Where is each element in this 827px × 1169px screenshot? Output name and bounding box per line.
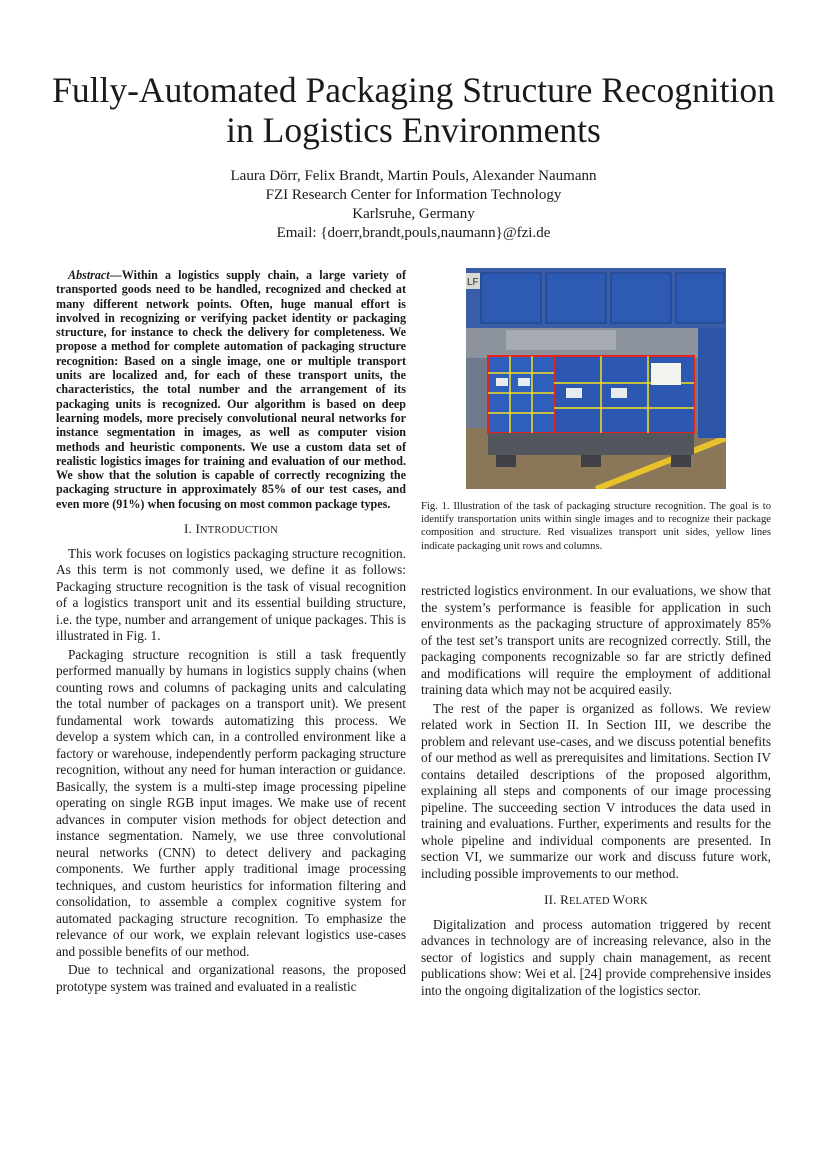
section-number: II. (544, 892, 557, 907)
intro-paragraph-1: This work focuses on logistics packaging structure recognition. As this term is not commonly used, we define it as follows: Packaging structure recognition is the task of visual recognition of a logistics transport unit and its essential building structure, i.e. the type, number and arrangement of unique packages. This is illustrated in Fig. 1. (56, 545, 406, 644)
title-line-1: Fully-Automated Packaging Structure Recognition (52, 70, 775, 110)
abstract (56, 268, 406, 511)
figure-1-caption: Fig. 1. Illustration of the task of packaging structure recognition. The goal is to identify transportation units within single images and to recognize their package composition and structure. Red visualizes transport unit sides, yellow lines indicate packaging unit rows and columns. (421, 501, 771, 552)
intro-paragraph-3-continued: restricted logistics environment. In our evaluations, we show that the system’s performance is feasible for application in such environments as the packaging structure of approximately 85% of the test set’s transport units are recognized correctly. Still, the packaging components recognizable so far are strictly defined and modifications will require the employment of additional training data which may not be acquired easily. (421, 583, 771, 697)
title-line-2: in Logistics Environments (226, 110, 601, 150)
abstract-lead: Abstract (68, 268, 110, 282)
section-initial: R (560, 892, 569, 907)
intro-paragraph-2: Packaging structure recognition is still a task frequently performed manually by humans in logistics supply chains (when counting rows and columns of packaging units and calculating the total number of packages on a transport unit). We present fundamental work towards automatizing this process. We develop a system which can, in a controlled environment like a factory or warehouse, independently perform packaging structure recognition, without any need for human interaction or guidance. Basically, the system is a multi-step image processing pipeline operating on single RGB input images. We make use of recent advances in computer vision methods for object detection and instance segmentation. Namely, we use three convolutional neural networks (CNN) to detect delivery and packaging components. We further apply traditional image processing techniques, and custom heuristics for information filtering and consolidation, to assemble a complex cognitive system for automated packaging structure recognition. To emphasize the relevance of our work, we explain relevant logistics use-cases and possible benefits of our method. (56, 646, 406, 959)
affiliation: FZI Research Center for Information Technology (265, 187, 562, 203)
section-smallcaps: NTRODUCTION (199, 525, 278, 537)
section-smallcaps-2: ORK (625, 896, 648, 907)
pallet-photo-illustration (466, 268, 726, 489)
right-column (421, 583, 771, 1001)
section-initial: I (195, 521, 200, 537)
paper-title (40, 70, 787, 150)
author-block (60, 167, 767, 243)
intro-paragraph-4: The rest of the paper is organized as follows. We review related work in Section II. In Section III, we describe the problem and relevant use-cases, and we discuss potential benefits of our method as well as prerequisites and limitations. Section IV contains detailed descriptions of the proposed algorithm, explaining all steps and components of our image processing pipeline. The succeeding section V introduces the data used in training and evaluations. Further, experiments and results for the whole pipeline and individual components are presented. In section VI, we summarize our work and discuss future work, including possible improvements to our method. (421, 700, 771, 881)
section-heading-introduction (56, 521, 406, 540)
related-paragraph-1: Digitalization and process automation triggered by recent advances in technology are of increasing relevance, also in the sector of logistics and supply chain management, as recent publications show: Wei et al. [24] provide comprehensive insides into the ongoing digitalization of the logistics sector. (421, 916, 771, 998)
section-initial-2: W (612, 892, 626, 907)
section-heading-related-work (421, 892, 771, 911)
location: Karlsruhe, Germany (352, 206, 475, 222)
abstract-body: —Within a logistics supply chain, a large variety of transported goods need to be handled, recognized and checked at many different network points. Often, huge manual effort is involved in recognizing or verifying packet identity or packaging structure, for instance to check the delivery for completeness. We propose a method for complete automation of packaging structure recognition: Based on a single image, one or multiple transport units are localized and, for each of these transport units, the characteristics, the total number and the arrangement of its packaging units is recognized. Our algorithm is based on deep learning models, more precisely convolutional neural networks for instance segmentation in images, as well as computer vision methods and heuristic components. We use a custom data set of realistic logistics images for training and evaluation of our method. We show that the solution is capable of correctly recognizing the packaging structure in approximately 85% of our test cases, and even more (91%) when focusing on most common package types. (56, 268, 406, 511)
figure-1-photo (466, 268, 726, 489)
author-names: Laura Dörr, Felix Brandt, Martin Pouls, Alexander Naumann (230, 168, 597, 184)
left-column (56, 268, 406, 997)
section-number: I. (184, 521, 192, 537)
figure-label-fragment: LF (467, 277, 479, 288)
intro-paragraph-3: Due to technical and organizational reasons, the proposed prototype system was trained and evaluated in a realistic (56, 962, 406, 994)
section-smallcaps: ELATED (568, 896, 613, 907)
email: Email: {doerr,brandt,pouls,naumann}@fzi.de (276, 225, 551, 241)
